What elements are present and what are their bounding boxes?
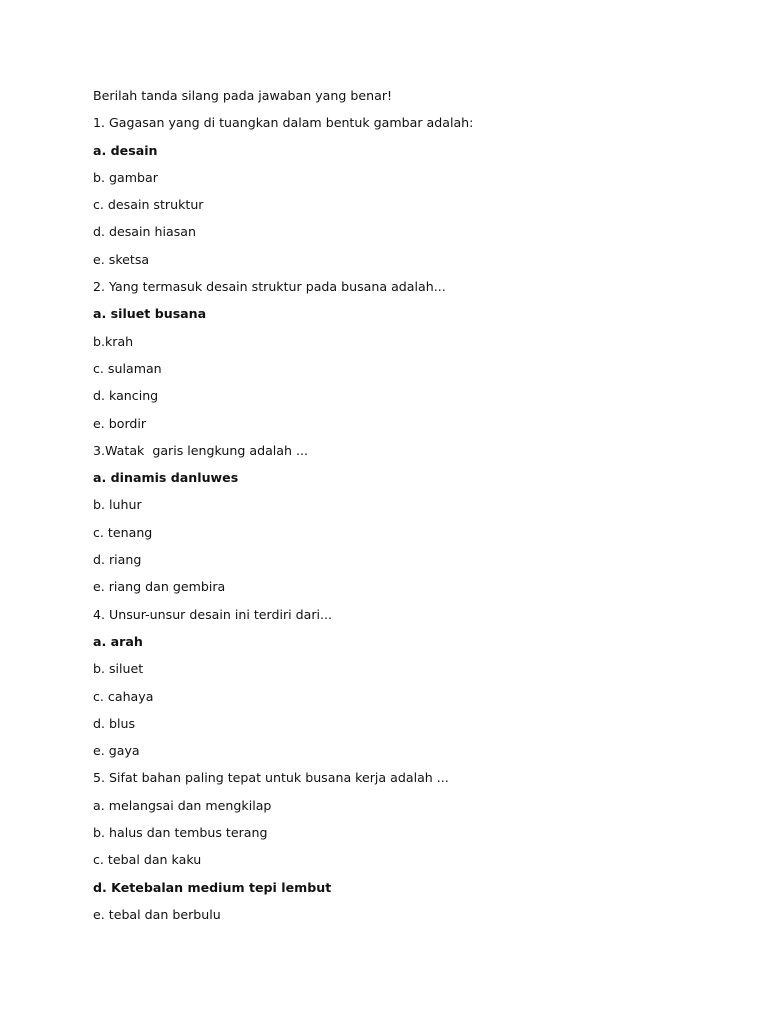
answer-option: d. blus: [93, 715, 136, 731]
question-list: [93, 86, 713, 932]
answer-option: e. tebal dan berbulu: [93, 906, 221, 922]
question-prompt: 4. Unsur-unsur desain ini terdiri dari...: [93, 606, 333, 622]
answer-option: a. desain: [93, 142, 158, 158]
answer-option: a. arah: [93, 633, 143, 649]
answer-option: c. tebal dan kaku: [93, 852, 202, 868]
question-prompt: 5. Sifat bahan paling tepat untuk busana kerja adalah ...: [93, 770, 449, 786]
answer-option: b. siluet: [93, 661, 144, 677]
answer-option: c. sulaman: [93, 360, 162, 376]
question-prompt: 3.Watak garis lengkung adalah ...: [93, 442, 309, 458]
answer-option: b. halus dan tembus terang: [93, 825, 268, 841]
answer-option: a. dinamis danluwes: [93, 470, 239, 486]
answer-option: b. luhur: [93, 497, 142, 513]
answer-option: c. desain struktur: [93, 197, 204, 213]
answer-option: a. siluet busana: [93, 306, 207, 322]
answer-option: b. gambar: [93, 169, 158, 185]
answer-option: d. kancing: [93, 388, 159, 404]
instruction-text: Berilah tanda silang pada jawaban yang benar!: [93, 88, 393, 103]
answer-option: d. riang: [93, 552, 142, 568]
answer-option: e. bordir: [93, 415, 147, 431]
question-prompt: 1. Gagasan yang di tuangkan dalam bentuk gambar adalah:: [93, 115, 474, 131]
answer-option: d. desain hiasan: [93, 224, 196, 240]
answer-option: d. Ketebalan medium tepi lembut: [93, 879, 332, 895]
question-prompt: 2. Yang termasuk desain struktur pada busana adalah...: [93, 279, 446, 295]
answer-option: e. sketsa: [93, 251, 150, 267]
answer-option: c. tenang: [93, 524, 153, 540]
answer-option: e. riang dan gembira: [93, 579, 226, 595]
answer-option: b.krah: [93, 333, 134, 349]
answer-option: a. melangsai dan mengkilap: [93, 797, 272, 813]
answer-option: e. gaya: [93, 743, 140, 759]
answer-option: c. cahaya: [93, 688, 154, 704]
